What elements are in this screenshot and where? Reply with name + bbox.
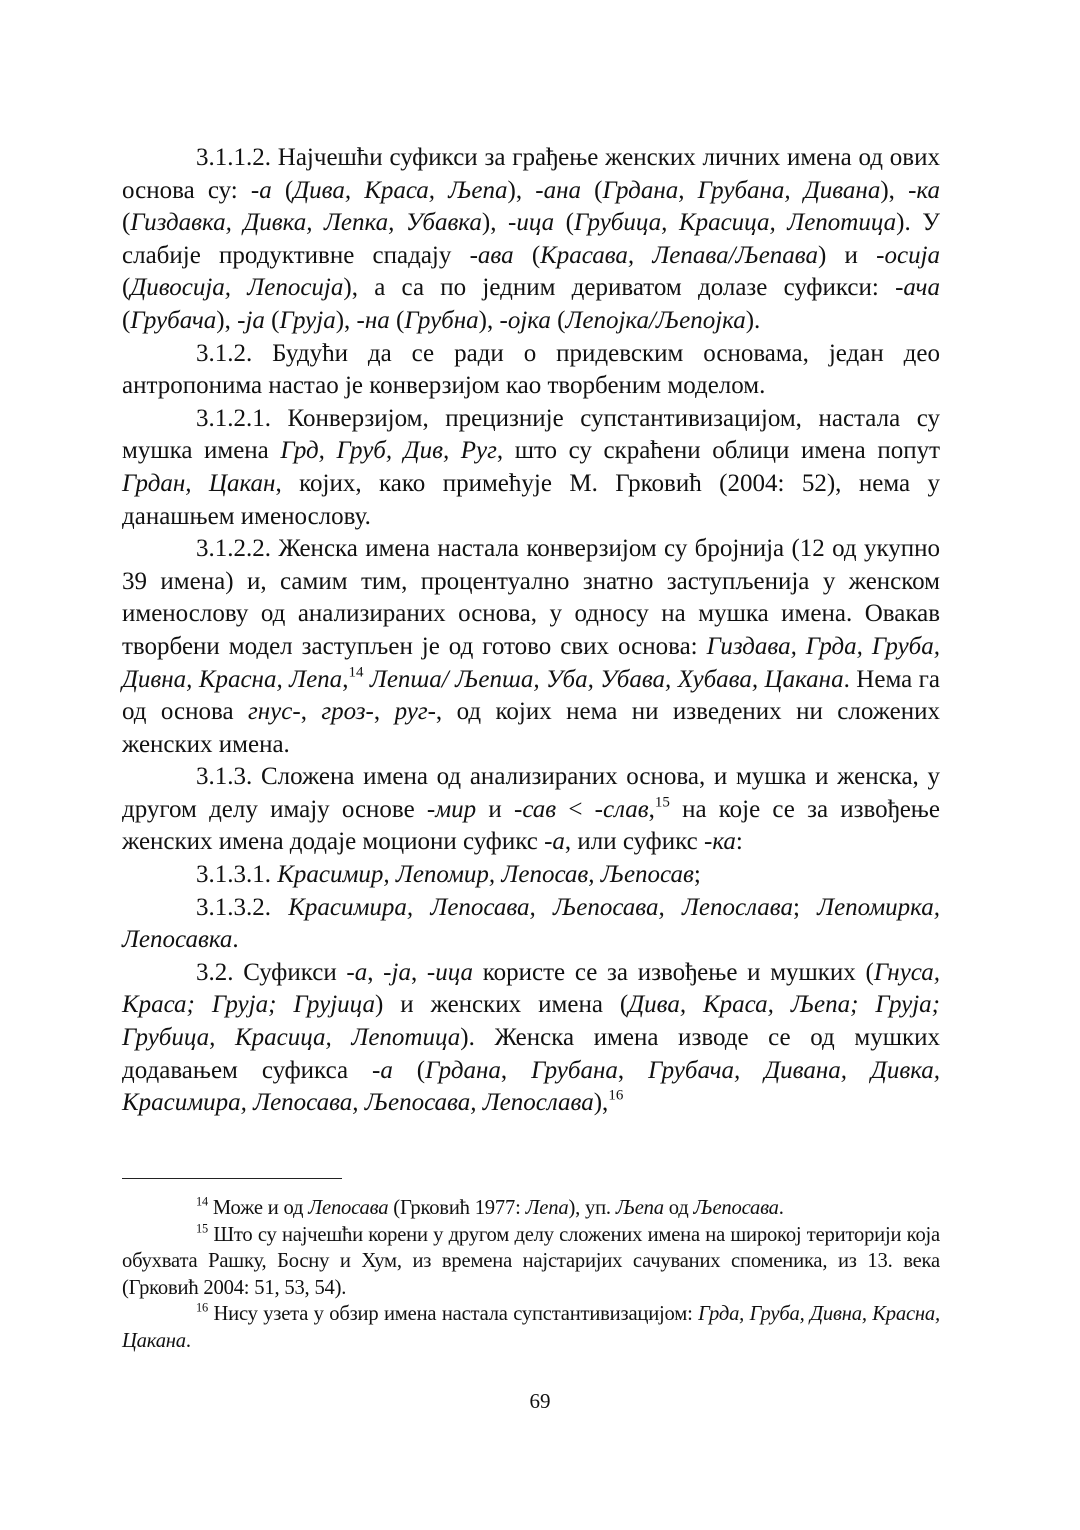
italic-text: ја bbox=[245, 306, 265, 334]
text-run: ), - bbox=[216, 306, 246, 334]
text-run: , bbox=[648, 795, 655, 823]
italic-text: ојка bbox=[507, 306, 551, 334]
italic-text: осија bbox=[884, 241, 941, 269]
text-run: ), bbox=[593, 1089, 609, 1117]
italic-text: Лепојка/Љепојка bbox=[565, 306, 746, 334]
text-run: , - bbox=[367, 958, 392, 986]
italic-text: Красава, Лепава/Љепава bbox=[540, 241, 818, 269]
text-run: ), - bbox=[481, 209, 517, 237]
text-run: ). bbox=[745, 306, 761, 334]
text-run: ( bbox=[580, 176, 603, 204]
italic-text: руг- bbox=[394, 698, 436, 726]
italic-text: Лепосава bbox=[308, 1197, 389, 1219]
italic-text: Грда, Груба, Дивна, Красна, Цакана bbox=[122, 1303, 940, 1352]
text-run: Што су најчешћи корени у другом делу сложених имена на широкој територији која обухвата Рашку, Босну и Хум, из времена најстаријих сачуваних споменика, из 13. века (Грковић 2004: 51, 53, 54). bbox=[122, 1223, 940, 1299]
italic-text: ана bbox=[543, 176, 581, 204]
text-run: ( bbox=[122, 274, 131, 302]
footnote-marker: 16 bbox=[608, 1087, 624, 1104]
text-run: ( bbox=[392, 1056, 426, 1084]
text-run: користе се за извођење и мушких ( bbox=[473, 958, 874, 986]
italic-text: Лепша/ Љепша, Уба, Убава, Хубава, Цакана bbox=[369, 665, 844, 693]
italic-text: Љепа bbox=[615, 1197, 664, 1219]
text-run: ) и женских имена ( bbox=[374, 991, 629, 1019]
paragraph-p4 bbox=[122, 533, 940, 761]
text-run: ; bbox=[792, 893, 818, 921]
italic-text: сав bbox=[522, 795, 557, 823]
text-run: . bbox=[232, 926, 239, 954]
footnote-fn16 bbox=[122, 1301, 940, 1354]
text-run: ( bbox=[550, 306, 566, 334]
text-run: на које се за извођење женских имена додаје моциони суфикс - bbox=[122, 795, 940, 856]
paragraph-p1 bbox=[122, 142, 940, 338]
italic-text: ка bbox=[712, 828, 736, 856]
text-run: ( bbox=[122, 306, 131, 334]
text-run: , што су скраћени облици имена попут bbox=[496, 437, 941, 465]
text-run: ) и - bbox=[817, 241, 885, 269]
italic-text: Дивосија, Лепосија bbox=[130, 274, 344, 302]
text-run: 3.1.2.1. Конверзијом, прецизније супстантивизацијом, настала су мушка имена bbox=[122, 404, 940, 465]
italic-text: мир bbox=[435, 795, 477, 823]
text-run: ), - bbox=[335, 306, 365, 334]
italic-text: на bbox=[364, 306, 390, 334]
text-run: ). Женска имена изводе се од мушких додавањем суфикса - bbox=[122, 1024, 940, 1084]
italic-text: а bbox=[552, 828, 565, 856]
italic-text: а bbox=[354, 958, 368, 986]
text-run: ( bbox=[264, 306, 280, 334]
footnote-marker: 15 bbox=[654, 794, 670, 811]
italic-text: Грдан, Цакан bbox=[122, 469, 276, 497]
text-run: Нису узета у обзир имена настала супстантивизацијом: bbox=[207, 1303, 699, 1325]
italic-text: Грубача bbox=[130, 306, 217, 334]
text-run: ( bbox=[554, 209, 575, 237]
text-run: ; bbox=[693, 861, 701, 889]
footnote-marker: 14 bbox=[348, 664, 364, 680]
footnote-marker: 14 bbox=[196, 1194, 208, 1209]
italic-text: Љепосава bbox=[693, 1197, 779, 1219]
body-text bbox=[122, 142, 940, 1120]
italic-text: гроз- bbox=[321, 698, 374, 726]
text-run: 3.1.3.1. bbox=[196, 861, 278, 889]
italic-text: ја bbox=[391, 958, 411, 986]
text-run: < - bbox=[556, 795, 603, 823]
text-run: 3.2. Суфикси - bbox=[196, 958, 355, 986]
footnotes bbox=[122, 1195, 940, 1354]
paragraph-p8 bbox=[122, 957, 940, 1120]
text-run: ), а са по једним дериватом долазе суфикси: - bbox=[343, 274, 904, 302]
italic-text: Грдана, Грубана, Дивана bbox=[602, 176, 881, 204]
text-run: , којих, како примећује М. Грковић (2004: 52), нема у данашњем именослову. bbox=[122, 469, 940, 530]
text-run: ( bbox=[271, 176, 294, 204]
text-run: 3.1.2.2. Женска имена настала конверзијом су бројнија (12 од укупно 39 имена) и, самим тим, процентуално знатно заступљенија у женском именослову од анализираних основа, у односу на мушка имена. Овакав творбени модел заступљен је од готово свих основа: bbox=[122, 535, 940, 660]
text-run: ( bbox=[513, 241, 541, 269]
italic-text: Грубна bbox=[404, 306, 479, 334]
text-run: 3.1.3. Сложена имена од анализираних основа, и мушка и женска, у другом делу имају основе - bbox=[122, 763, 940, 823]
footnote-fn14 bbox=[122, 1195, 940, 1222]
paragraph-p5 bbox=[122, 761, 940, 859]
text-run: : bbox=[735, 828, 743, 856]
text-run: од bbox=[663, 1197, 694, 1219]
italic-text: Красимира, Лепосава, Љепосава, Лепослава bbox=[288, 893, 793, 921]
italic-text: ава bbox=[477, 241, 514, 269]
text-run: ), уп. bbox=[568, 1197, 616, 1219]
italic-text: Грд, Груб, Див, Руг bbox=[280, 437, 497, 465]
text-run: ), - bbox=[478, 306, 508, 334]
italic-text: Грубица, Красица, Лепотица bbox=[574, 209, 897, 237]
text-run: , - bbox=[410, 958, 436, 986]
italic-text: Гиздава, Грда, Груба, Дивна, Красна, Лепа bbox=[122, 632, 940, 693]
italic-text: Грдана bbox=[425, 1056, 501, 1084]
italic-text: Грубача, Дивана, Дивка, Красимира, Лепосава, Љепосава, Лепослава bbox=[122, 1056, 941, 1117]
text-run: 3.1.1.2. Најчешћи суфикси за грађење женских личних имена од ових основа су: - bbox=[122, 144, 940, 204]
text-run: , bbox=[617, 1056, 649, 1084]
text-run: ). У слабије продуктивне спадају - bbox=[122, 209, 940, 269]
footnote-marker: 16 bbox=[196, 1300, 208, 1315]
italic-text: гнус- bbox=[248, 698, 301, 726]
text-run: (Грковић 1977: bbox=[388, 1197, 526, 1219]
italic-text: Грубана bbox=[531, 1056, 618, 1084]
text-run: Може и од bbox=[207, 1197, 309, 1219]
paragraph-p7 bbox=[122, 892, 940, 957]
footnote-fn15 bbox=[122, 1222, 940, 1302]
italic-text: а bbox=[380, 1056, 393, 1084]
text-run: , или суфикс - bbox=[564, 828, 713, 856]
italic-text: Лепомирка, Лепосавка bbox=[122, 893, 940, 954]
italic-text: ка bbox=[916, 176, 940, 204]
text-run: ), - bbox=[880, 176, 917, 204]
text-run: 3.1.3.2. bbox=[196, 893, 289, 921]
italic-text: ица bbox=[516, 209, 555, 237]
italic-text: Гнуса, Краса; Груја; Грујица bbox=[122, 958, 941, 1019]
text-run: и - bbox=[476, 795, 523, 823]
italic-text: ача bbox=[903, 274, 940, 302]
italic-text: слав bbox=[602, 795, 649, 823]
paragraph-p6 bbox=[122, 859, 940, 892]
text-run: , bbox=[342, 665, 349, 693]
text-run: , од којих нема ни изведених ни сложених женских имена. bbox=[122, 698, 941, 758]
italic-text: ица bbox=[435, 958, 474, 986]
italic-text: а bbox=[259, 176, 272, 204]
italic-text: Дива, Краса, Љепа bbox=[293, 176, 508, 204]
text-run: ( bbox=[389, 306, 405, 334]
text-run: . Нема га од основа bbox=[122, 665, 940, 726]
text-run: , bbox=[373, 698, 395, 726]
paragraph-p2 bbox=[122, 338, 940, 403]
text-run: ( bbox=[122, 209, 131, 237]
paragraph-p3 bbox=[122, 403, 940, 533]
footnote-marker: 15 bbox=[196, 1220, 208, 1235]
page-number: 69 bbox=[529, 1389, 551, 1413]
text-run: ), - bbox=[507, 176, 544, 204]
text-run: . bbox=[778, 1197, 784, 1219]
text-run: , bbox=[300, 698, 322, 726]
footnote-separator bbox=[122, 1178, 342, 1179]
text-run: 3.1.2. Будући да се ради о придевским основама, један део антропонима настао је конверзијом као творбеним моделом. bbox=[122, 339, 940, 400]
italic-text: Груја bbox=[279, 306, 336, 334]
italic-text: Красимир, Лепомир, Лепосав, Љепосав bbox=[277, 861, 694, 889]
italic-text: Гиздавка, Дивка, Лепка, Убавка bbox=[130, 209, 482, 237]
text-run: . bbox=[185, 1329, 191, 1352]
text-run: , bbox=[500, 1056, 532, 1084]
italic-text: Лепа bbox=[525, 1197, 569, 1219]
italic-text: Дива, Краса, Љепа; Груја; Грубица, Красица, Лепотица bbox=[122, 991, 940, 1052]
